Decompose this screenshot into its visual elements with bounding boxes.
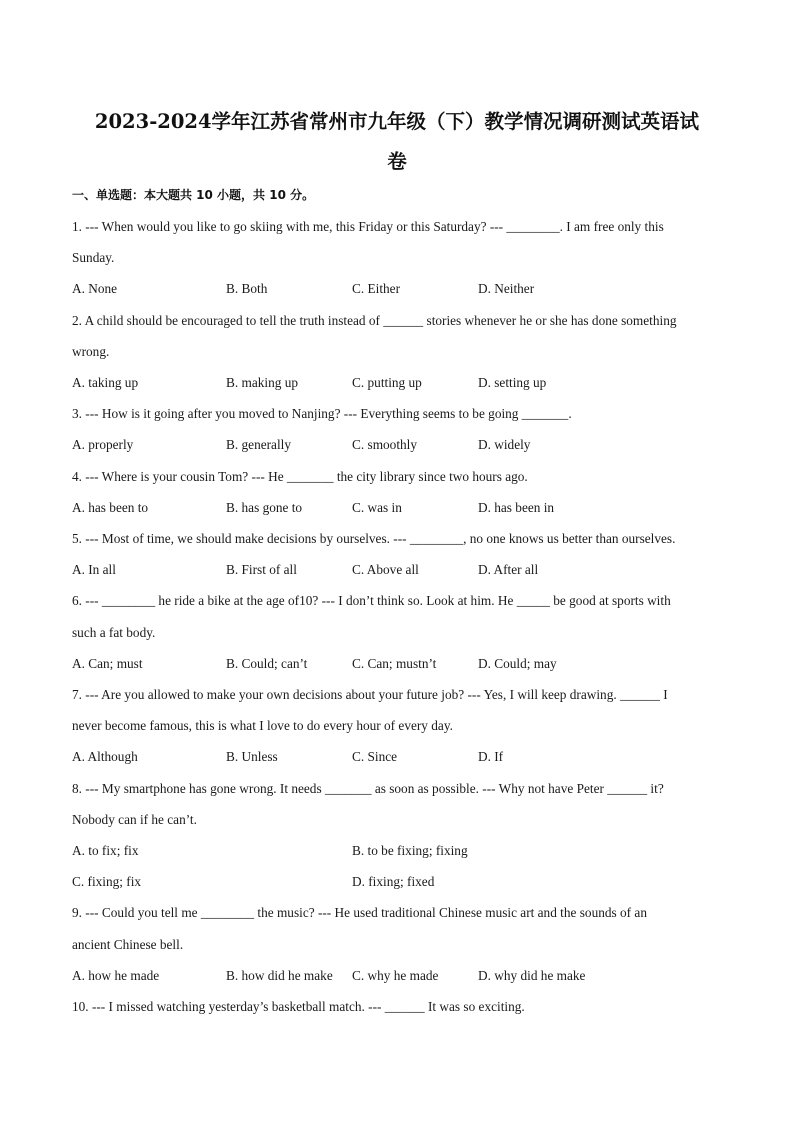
option-c: C. putting up [352,375,422,390]
page-title-continued: 卷 [387,150,407,173]
option-d: D. fixing; fixed [352,874,435,889]
question-text: never become famous, this is what I love to do every hour of every day. [72,718,453,733]
option-b: B. First of all [226,562,297,577]
option-a: A. Although [72,749,138,764]
option-b: B. generally [226,437,291,452]
question-text: 4. --- Where is your cousin Tom? --- He _______ the city library since two hours ago. [72,469,528,484]
option-c: C. why he made [352,968,439,983]
question-text: ancient Chinese bell. [72,937,184,952]
option-b: B. how did he make [226,968,333,983]
option-a: A. to fix; fix [72,843,139,858]
option-b: B. Both [226,281,268,296]
option-c: C. fixing; fix [72,874,142,889]
question-text: wrong. [72,344,110,359]
question-text: Sunday. [72,250,115,265]
question-text: Nobody can if he can’t. [72,812,197,827]
option-b: B. Could; can’t [226,656,308,671]
question-text: 10. --- I missed watching yesterday’s basketball match. --- ______ It was so exciting. [72,999,525,1014]
question-text: 8. --- My smartphone has gone wrong. It needs _______ as soon as possible. --- Why not have Peter ______ it? [72,781,664,796]
option-a: A. In all [72,562,116,577]
section-heading: 一、单选题：本大题共 10 小题，共 10 分。 [72,188,315,202]
question-text: such a fat body. [72,625,156,640]
question-text: 9. --- Could you tell me ________ the music? --- He used traditional Chinese music art and the sounds of an [72,905,647,920]
option-a: A. has been to [72,500,149,515]
option-c: C. Since [352,749,398,764]
option-d: D. After all [478,562,539,577]
option-a: A. None [72,281,118,296]
option-b: B. to be fixing; fixing [352,843,468,858]
option-d: D. why did he make [478,968,586,983]
option-b: B. making up [226,375,299,390]
option-a: A. properly [72,437,134,452]
option-c: C. Either [352,281,401,296]
question-text: 2. A child should be encouraged to tell the truth instead of ______ stories whenever he or she has done something [72,313,677,328]
option-d: D. setting up [478,375,547,390]
question-text: 6. --- ________ he ride a bike at the age of10? --- I don’t think so. Look at him. He _____ be good at sports with [72,593,671,608]
question-text: 3. --- How is it going after you moved to Nanjing? --- Everything seems to be going _______. [72,406,572,421]
question-text: 1. --- When would you like to go skiing with me, this Friday or this Saturday? --- ________. I am free only this [72,219,664,234]
option-d: D. If [478,749,504,764]
option-c: C. Above all [352,562,419,577]
option-a: A. taking up [72,375,139,390]
option-c: C. Can; mustn’t [352,656,437,671]
option-b: B. has gone to [226,500,303,515]
option-d: D. widely [478,437,531,452]
option-c: C. smoothly [352,437,418,452]
page-title: 2023-2024学年江苏省常州市九年级（下）教学情况调研测试英语试 [94,110,700,133]
option-d: D. Could; may [478,656,557,671]
question-text: 5. --- Most of time, we should make decisions by ourselves. --- ________, no one knows us better than ourselves. [72,531,676,546]
option-b: B. Unless [226,749,278,764]
option-a: A. how he made [72,968,160,983]
option-d: D. has been in [478,500,555,515]
option-a: A. Can; must [72,656,143,671]
option-c: C. was in [352,500,402,515]
question-text: 7. --- Are you allowed to make your own decisions about your future job? --- Yes, I will keep drawing. ______ I [72,687,668,702]
option-d: D. Neither [478,281,535,296]
